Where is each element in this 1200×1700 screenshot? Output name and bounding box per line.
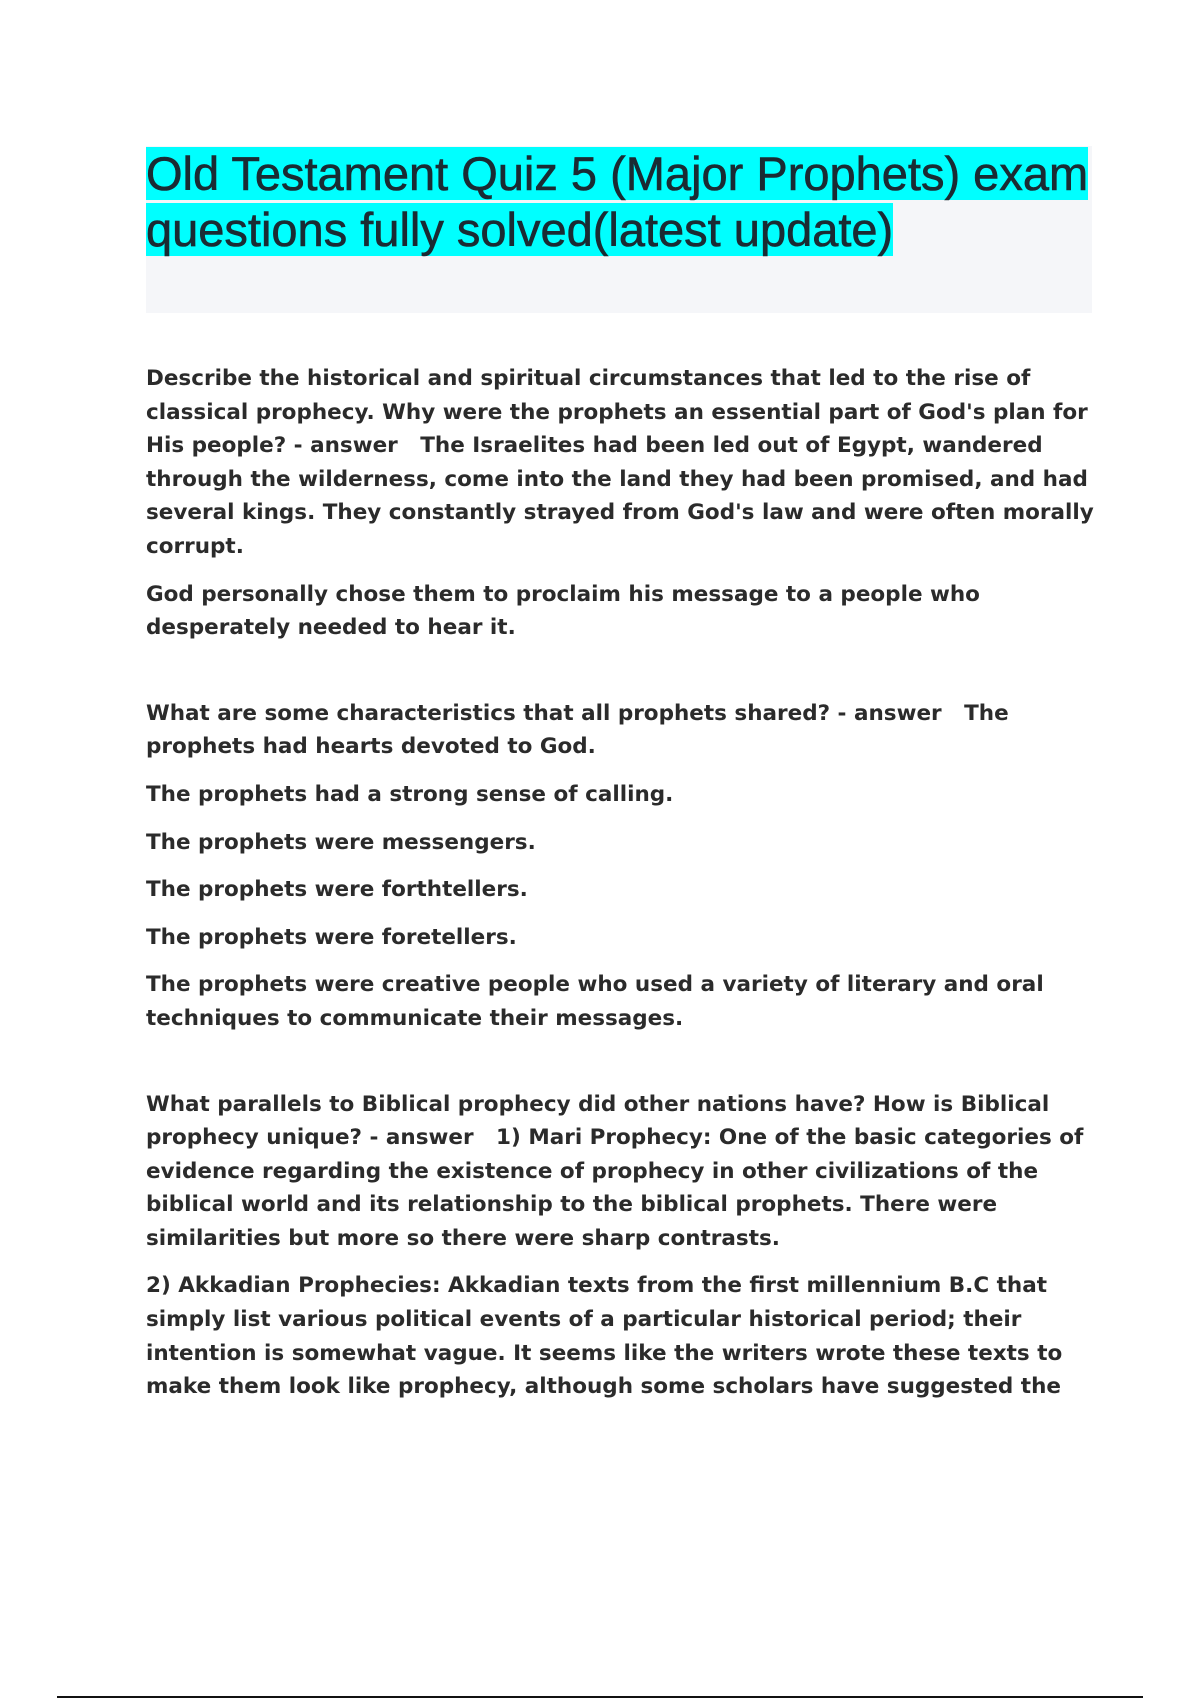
answer-paragraph: The prophets were foretellers.	[146, 924, 517, 950]
answer-paragraph: God personally chose them to proclaim his message to a people who desperately needed to hear it.	[146, 581, 980, 641]
question-text: Describe the historical and spiritual circumstances that led to the rise of classical prophecy. Why were the prophets an essential part of God's plan for His people? - answer	[146, 366, 1088, 459]
answer-text: The Israelites had been led out of Egypt, wandered through the wilderness, come into the land they had been promised, and had several kings. They constantly strayed from God's law and were often morally corrupt.	[146, 433, 1094, 559]
qa-item	[146, 697, 1096, 1036]
question-text: What are some characteristics that all prophets shared? - answer	[146, 700, 942, 726]
answer-text: The prophets had hearts devoted to God.	[146, 700, 1009, 760]
qa-content	[146, 362, 1096, 1418]
qa-first-paragraph	[146, 697, 1096, 764]
answer-paragraph: 2) Akkadian Prophecies: Akkadian texts from the first millennium B.C that simply list various political events of a particular historical period; their intention is somewhat vague. It seems like the writers wrote these texts to make them look like prophecy, although some scholars have suggested the	[146, 1273, 1063, 1400]
qa-item	[146, 362, 1096, 645]
qa-first-paragraph	[146, 1088, 1096, 1256]
answer-paragraph: The prophets were forthtellers.	[146, 877, 528, 903]
answer-paragraph: The prophets were creative people who used a variety of literary and oral techniques to communicate their messages.	[146, 972, 1044, 1031]
answer-paragraph: The prophets were messengers.	[146, 829, 536, 855]
question-text: What parallels to Biblical prophecy did other nations have? How is Biblical prophecy unique? - answer	[146, 1091, 1050, 1151]
answer-text: 1) Mari Prophecy: One of the basic categories of evidence regarding the existence of prophecy in other civilizations of the biblical world and its relationship to the biblical prophets. There were similarities but more so there were sharp contrasts.	[146, 1125, 1084, 1251]
title-block	[146, 146, 1092, 313]
title-highlight: Old Testament Quiz 5 (Major Prophets) exam questions fully solved(latest update)	[146, 147, 1089, 256]
qa-item	[146, 1088, 1096, 1404]
qa-first-paragraph	[146, 362, 1096, 564]
footer-rule	[57, 1696, 1143, 1698]
answer-paragraph: The prophets had a strong sense of calling.	[146, 781, 674, 807]
document-title	[146, 146, 1092, 258]
